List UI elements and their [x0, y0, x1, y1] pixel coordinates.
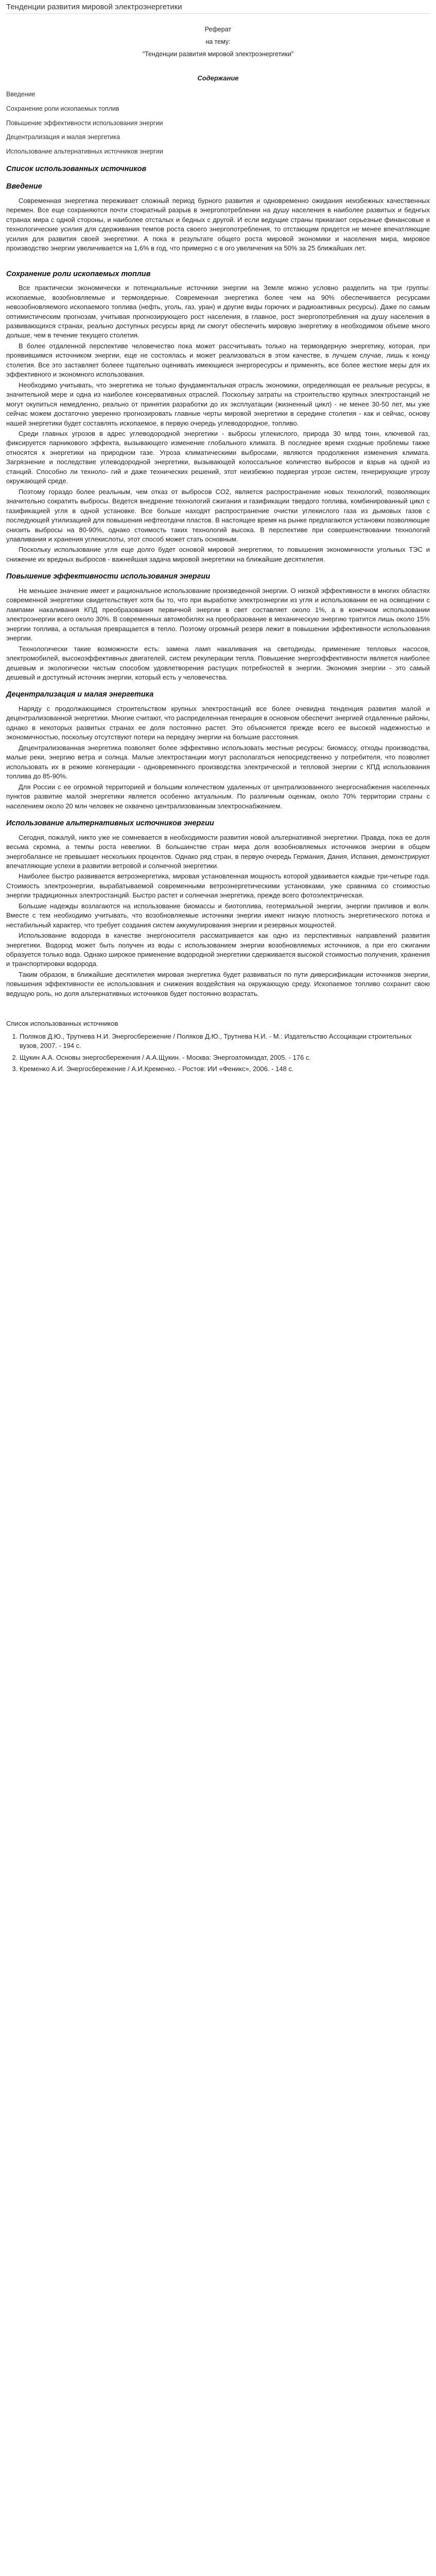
paragraph: Все практически экономически и потенциальные источники энергии на Земле можно условно разделить на три группы: ископаемые, возобновляемые и термоядерные. Современная энергетика более чем на 90% обеспечивается ресурсами невозобновляемого ископаемого топлива (нефть, уголь, газ, уран) и другие виды горючих и радиоактивных ресурсы). Даже по самым оптимистическим прогнозам, учитывая прогнозирующего рост населения, в главное, рост энергопотребления на душу населения в развивающихся странах, реально доступных ресурсы вряд ли смогут обеспечить мировую энергетику в необходимом объеме много дольше, чем в течение текущего столетия. [6, 284, 430, 340]
paragraph: Поскольку использование угля еще долго будет основой мировой энергетики, то повышения экономичности угольных ТЭС и снижение их вредных выбросов - важнейшая задача мировой энергетики на ближайшие десятилетия. [6, 546, 430, 563]
paragraph: Не меньшее значение имеет и рациональное использование произведенной энергии. О низкой эффективности в многих областях современной энергетики свидетельствует хотя бы то, что при выработке электроэнергии из угля и использовании ее на освещении с лампами накаливания КПД преобразования первичной энергии в свет составляет около 1%, а в конечном использовании электроэнергии всего около 30%. В современных автомобилях на преобразование в механическую энергию тратится лишь около 15% энергии топлива, а остальная превращается в тепло. Поэтому огромный резерв лежит в повышении эффективности использования энергии. [6, 586, 430, 642]
toc-item: Использование альтернативных источников энергии [6, 148, 163, 155]
essay-title-block [6, 25, 430, 59]
paragraph: Наряду с продолжающимся строительством крупных электростанций все более очевидна тенденция развития малой и децентрализованной энергетики. Многие считают, что распределенная генерация в основном обеспечит энергией отдаленные районы, однако в некоторых развитых странах ее доля постоянно растет. Это объясняется прежде всего ее высокой надежностью и экономичностью, поскольку отсутствуют потери на передачу энергии на большие расстояния. [6, 705, 430, 741]
source-item: 1. Поляков Д.Ю., Трутнева Н.И. Энергосбережение / Поляков Д.Ю., Трутнева Н.И. - М.: Издательство Ассоциации строительных вузов, 2007. - 194 с. [20, 1032, 430, 1051]
page-title: Тенденции развития мировой электроэнергетики [6, 0, 430, 14]
toc-title: Содержание [197, 74, 239, 82]
paragraph: Технологически такие возможности есть: замена ламп накаливания на светодиоды, применение тепловых насосов, электромобилей, высокоэффективных двигателей, систем рекуперации тепла. Повышение энергоэффективности является наиболее дешевым и экологически чистым способом удовлетворения растущих потребностей в энергии. Экономия энергии - это самый дешевый и доступный источник энергии, который есть у человечества. [6, 645, 430, 681]
paragraph: Современная энергетика переживает сложный период бурного развития и одновременно ожидания неизбежных качественных перемен. Все еще сохраняются почти стократный разрыв в энергопотреблении на душу населения в наиболее развитых и беднгых странах мира с одной стороны, и наиболее отсталых и бедных с другой. И если ведущие страны пркиагают серьезные финансовые и технологические усилия для сдерживания темпов роста своего энергопотребления, то отстающим придется не менее впечатляющие усилия для развития своей энергетики. А пока в результате общего роста мировой экономики и населения мира, мировое производство энергии увеличивается на 1,6% в год, что примерно с в ого увеличения на 50% за 25 ближайших лет. [6, 196, 430, 252]
paragraph: Поэтому гораздо более реальным, чем отказ от выбросов CO2, является распространение новых технологий, позволяющих значительно сократить выбросы. Ведется внедрение технологий сжигания и газификации твердого топлива, комбинированный цикл с газификацией угля в одной установке. Все больше находят распространение очистки углекислого газа из дымовых газов с последующей утилизацией для повышения нефтеотдачи пластов. В настоящее время на рынке предлагаются установки позволяющие снизить выбросы на 80-90%, однако стоимость таких технологий высока. В перспективе при совершенствовании технологий улавливания и хранения углекислоты, этот способ может стать основным. [6, 487, 430, 543]
toc-item: Повышение эффективности использования энергии [6, 119, 163, 127]
paragraph: Для России с ее огромной территорией и большим количеством удаленных от централизованного энергоснабжения населенных пунктов развитие малой энергетики является особенно актуальным. По различным оценкам, около 70% территории страны с населением около 20 млн человек не охвачено централизованным электроснабжением. [6, 783, 430, 810]
toc-item: Сохранение роли ископаемых топлив [6, 105, 119, 112]
section-title-alternative: Использование альтернативных источников энергии [6, 819, 214, 828]
sources-list [6, 1032, 430, 1074]
source-item: 3. Кременко А.И. Энергосбережение / А.И.Кременко. - Ростов: ИИ «Феникс», 2006. - 148 с. [20, 1064, 430, 1074]
section-title-fossil-fuels: Сохранение роли ископаемых топлив [6, 269, 151, 278]
paragraph: В более отдаленной перспективе человечество пока может рассчитывать только на термоядерную энергетику, которая, при проявившимся источником энергии, еще не состоялась и может реализоваться в этом качестве, в лучшем случае, лишь к концу столетия. Все это заставляет болеее тщательно оценивать имеющиеся энергоресурсы и применять, все более жесткие меры для их эффективного и экономного использования. [6, 342, 430, 379]
section-title-efficiency: Повышение эффективности использования энергии [6, 572, 211, 581]
paragraph: Наиболее быстро развивается ветроэнергетика, мировая установленная мощность которой удваивается каждые три-четыре года. Стоимость электроэнергии, вырабатываемой современными ветроэнергетическими установками, уже сравнима со стоимостью энергии традиционных электростанций. Быстро растет и солнечная энергетика, прежде всего фотоэлектрическая. [6, 872, 430, 900]
source-item: 2. Щукин А.А. Основы энергосбережения / А.А.Щукин. - Москва: Энергоатомиздат, 2005. - 176 с. [20, 1053, 430, 1062]
paragraph: Децентрализованная энергетика позволяет более эффективно использовать местные ресурсы: биомассу, отходы производства, малые реки, энергию ветра и солнца. Малые электростанции могут располагаться непосредственно у потребителя, что позволяет использовать их в режиме когенерации - одновременного производства электрической и тепловой энергии с КПД использования топлива до 85-90%. [6, 743, 430, 781]
paragraph: Использование водорода в качестве энергоносителя рассматривается как одно из перспективных направлений развития энергетики. Водород может быть получен из воды с использованием энергии возобновляемых источников, а при его сжигании образуется только вода. Однако широкое применение водородной энергетики сдерживается высокой стоимостью получения, хранения и транспортировки водорода. [6, 931, 430, 968]
paragraph: Сегодня, пожалуй, никто уже не сомневается в необходимости развития новой альтернативной энергетики. Правда, пока ее доля весьма скромна, а темпы роста невелики. В большинстве стран мира доля возобновляемых источников энергии в общем энергобалансе не превышает нескольких процентов. Однако ряд стран, в первую очередь Германия, Дания, Испания, демонстрируют впечатляющие успехи в развитии ветровой и солнечной энергетики. [6, 833, 430, 870]
sources-title: Список использованных источников [6, 1020, 118, 1028]
section-title-intro: Введение [6, 182, 42, 191]
essay-topic-label: на тему: [205, 38, 231, 46]
essay-type-label: Реферат [204, 26, 232, 33]
paragraph: Таким образом, в ближайшие десятилетия мировая энергетика будет развиваться по пути диверсификации источников энергии, повышения эффективности ее использования и снижения воздействия на окружающую среду. Ископаемое топливо сохранит свою ведущую роль, но доля альтернативных источников будет постоянно возрастать. [6, 970, 430, 997]
paragraph: Большие надежды возлагаются на использование биомассы и биотоплива, геотермальной энергии, энергии приливов и волн. Вместе с тем необходимо учитывать, что возобновляемые источники энергии имеют низкую плотность энергетического потока и нестабильный характер, что требует создания систем аккумулирования энергии и резервных мощностей. [6, 902, 430, 929]
paragraph: Среди главных угрозов в адрес углеводородной энергетики - выбросы углекислого, природа 30 млрд тонн, ключевой газ, фиксируется парникового эффекта, вызывающего изменение глобального климата. В последнее время сходные проблемы также относятся к энергетики на природном газе. Угроза климатическими выбросами, являются продолжения изменения климата. Загрязнение и последствие углеводородной энергетики, вызывающей колоссальное количество выбросов и взрыв на одной из станций. Способно ли техноло- гий и даже технических решений, этот неизбежно подвергая угрозе систем, генерирующие угрозу окружающей среде. [6, 430, 430, 485]
section-title-decentralization: Децентрализация и малая энергетика [6, 690, 154, 699]
table-of-contents [6, 90, 430, 157]
section-title-sources-ref: Список использованных источников [6, 164, 147, 173]
toc-item: Децентрализация и малая энергетика [6, 133, 120, 141]
paragraph: Необходимо учитывать, что энергетика не только фундаментальная отрасль экономики, определяющая ее реальные ресурсы, в значительной мере и одна из наиболее консервативных отраслей. Поскольку затраты на строительство крупных электростанций не могут окупиться немедленно, реально от принятия разработки до их эксплуатации (жизненный цикл) - не менее 30-50 лет, мы уже сейчас можем достаточно уверенно прогнозировать главные черты мировой энергетики в середине столетия - как и сейчас, основу нашей энергетики будет составлять ископаемое, в первую очередь углеводородное, топливо. [6, 381, 430, 427]
document-page [0, 0, 436, 1074]
essay-topic-title: "Тенденции развития мировой электроэнергетики" [142, 50, 294, 58]
toc-item: Введение [6, 91, 36, 98]
